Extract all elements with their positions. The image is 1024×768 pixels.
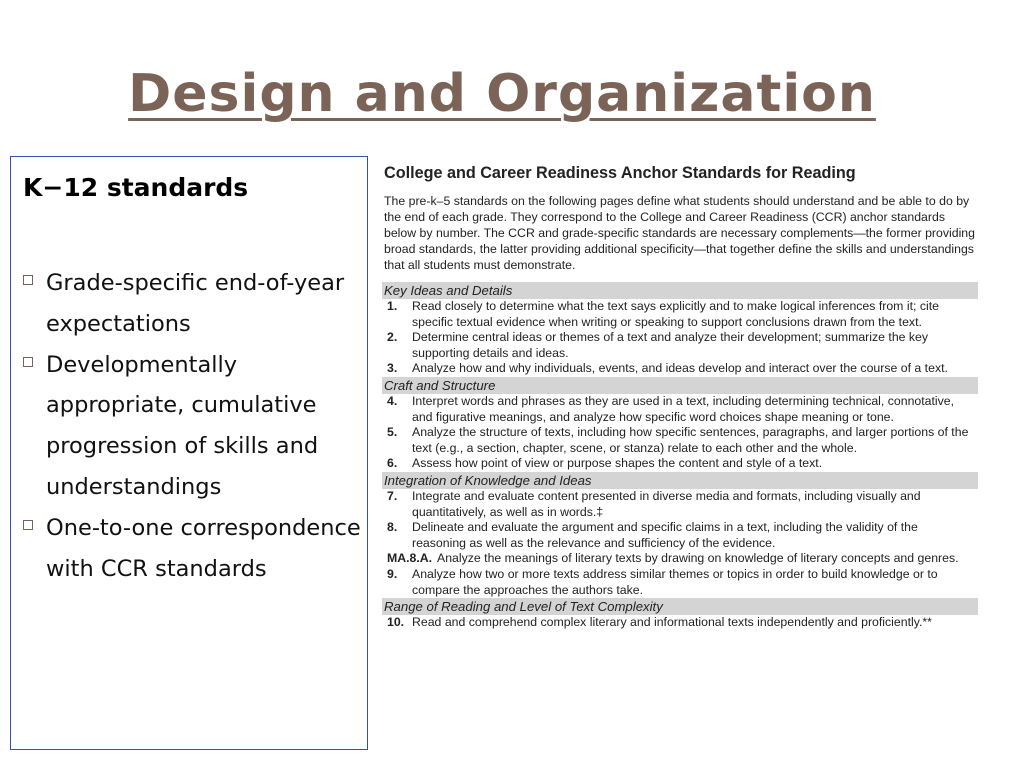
list-item-text: Developmentally appropriate, cumulative progression of skills and understandings <box>46 351 319 500</box>
list-item <box>23 263 363 345</box>
standard-number: 6. <box>387 456 398 471</box>
standard-number: MA.8.A. <box>387 551 433 566</box>
standard-number: 1. <box>387 299 398 313</box>
standard-text: Determine central ideas or themes of a text and analyze their development; summarize the key supporting details and ideas. <box>412 330 929 360</box>
panel-heading: K−12 standards <box>23 173 249 202</box>
list-item <box>23 508 363 590</box>
square-bullet-icon <box>23 357 33 367</box>
standard-text: Assess how point of view or purpose shapes the content and style of a text. <box>412 456 823 471</box>
section-heading: Integration of Knowledge and Ideas <box>382 472 978 489</box>
section-heading: Craft and Structure <box>382 377 978 394</box>
standard-text: Interpret words and phrases as they are used in a text, including determining technical, connotative, and figurative meanings, and analyze how specific word choices shape meaning or tone. <box>412 393 955 424</box>
standard-item <box>382 330 978 361</box>
standard-text: Analyze the meanings of literary texts by drawing on knowledge of literary concepts and genres. <box>437 551 959 566</box>
square-bullet-icon <box>23 275 33 285</box>
anchor-standards-document <box>382 164 978 631</box>
bullet-list <box>23 263 363 589</box>
standard-text: Analyze how two or more texts address similar themes or topics in order to build knowledge or to compare the approaches the authors take. <box>412 566 938 597</box>
standard-item <box>382 361 978 377</box>
standard-number: 2. <box>387 330 398 345</box>
standard-text: Read and comprehend complex literary and informational texts independently and proficiently.** <box>412 615 932 630</box>
standard-text: Analyze the structure of texts, including how specific sentences, paragraphs, and larger portions of the text (e.g., a section, chapter, scene, or stanza) relate to each other and the whole. <box>412 425 969 455</box>
standard-text: Integrate and evaluate content presented in diverse media and formats, including visually and quantitatively, as well as in words.‡ <box>412 488 921 519</box>
standard-number: 7. <box>387 488 398 503</box>
list-item <box>23 345 363 508</box>
standard-number: 8. <box>387 520 398 535</box>
standard-item <box>382 489 978 520</box>
standard-number: 9. <box>387 566 398 581</box>
list-item-text: Grade-specific end-of-year expectations <box>46 270 345 337</box>
k12-standards-panel <box>10 156 368 750</box>
standard-item <box>382 394 978 425</box>
standard-text: Read closely to determine what the text says explicitly and to make logical inferences from it; cite specific textual evidence when writing or speaking to support conclusions drawn from the text. <box>412 299 939 329</box>
standard-number: 10. <box>387 615 405 630</box>
standard-item <box>382 615 978 631</box>
standard-item <box>382 551 978 567</box>
standard-text: Delineate and evaluate the argument and specific claims in a text, including the validity of the reasoning as well as the relevance and sufficiency of the evidence. <box>412 520 918 550</box>
standard-number: 5. <box>387 425 398 440</box>
standard-number: 4. <box>387 393 398 408</box>
standard-item <box>382 520 978 551</box>
section-heading: Key Ideas and Details <box>382 282 978 299</box>
list-item-text: One-to-one correspondence with CCR standards <box>46 514 361 582</box>
standard-text: Analyze how and why individuals, events, and ideas develop and interact over the course of a text. <box>412 361 948 376</box>
standard-item <box>382 456 978 472</box>
standard-item <box>382 299 978 330</box>
square-bullet-icon <box>23 520 33 530</box>
document-intro: The pre-k–5 standards on the following pages define what students should understand and be able to do by the end of each grade. They correspond to the College and Career Readiness (CCR) anchor standards below by number. The CCR and grade-specific standards are necessary complements—the former providing broad standards, the latter providing additional specificity—that together define the skills and understandings that all students must demonstrate. <box>384 194 975 272</box>
standard-number: 3. <box>387 361 398 376</box>
standard-item <box>382 425 978 456</box>
section-heading: Range of Reading and Level of Text Complexity <box>382 598 978 615</box>
slide-title: Design and Organization <box>128 64 876 124</box>
standard-item <box>382 567 978 598</box>
document-title: College and Career Readiness Anchor Standards for Reading <box>384 164 856 182</box>
